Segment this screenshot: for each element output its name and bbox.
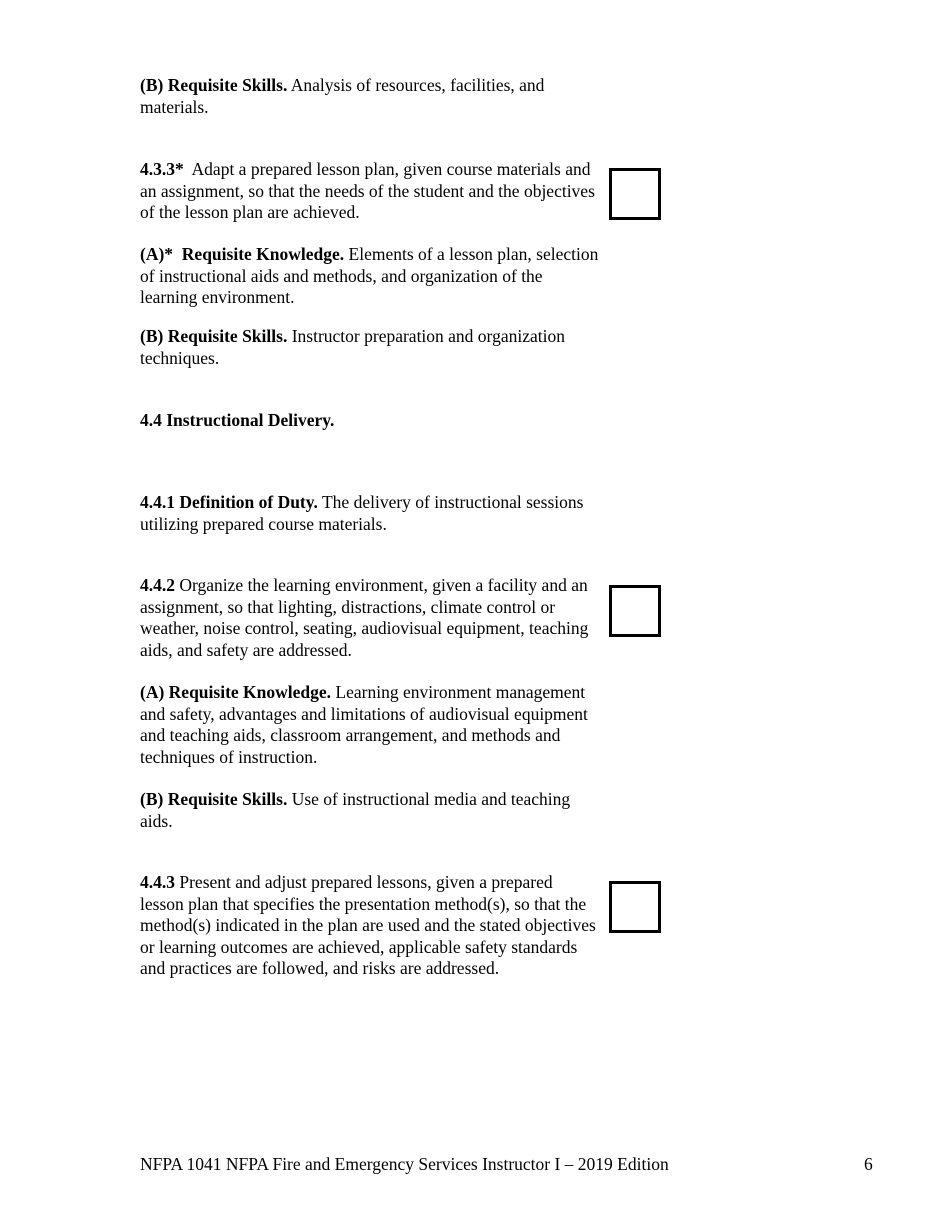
requisite-knowledge-label: (A) Requisite Knowledge.: [140, 682, 332, 702]
requisite-knowledge-text: Learning environment management and safety, advantages and limitations of audiovisual equipment and teaching aids, classroom arrangement, and methods and techniques of instruction.: [140, 682, 588, 767]
section-4-4-2-skills: [140, 789, 600, 832]
section-4-4-2-knowledge: [140, 682, 600, 768]
requisite-skills-text: Use of instructional media and teaching aids.: [140, 789, 571, 831]
section-number: 4.4.2: [140, 575, 175, 595]
section-4-4-3: [140, 872, 600, 980]
requisite-knowledge-prefix: (A)*: [140, 244, 182, 264]
section-text: Present and adjust prepared lessons, given a prepared lesson plan that specifies the presentation method(s), so that the method(s) indicated in the plan are used and the stated objectives or learning outcomes are achieved, applicable safety standards and practices are followed, and risks are addressed.: [140, 872, 596, 978]
checkbox-4-4-3[interactable]: [609, 881, 661, 933]
footer-document-title: NFPA 1041 NFPA Fire and Emergency Services Instructor I – 2019 Edition: [140, 1154, 669, 1174]
requisite-knowledge-label: Requisite Knowledge.: [181, 244, 345, 264]
requisite-knowledge-text: Elements of a lesson plan, selection of instructional aids and methods, and organization of the learning environment.: [140, 244, 599, 307]
checkbox-4-4-2[interactable]: [609, 585, 661, 637]
section-number: 4.4.3: [140, 872, 175, 892]
requisite-skills-text: Analysis of resources, facilities, and materials.: [140, 75, 545, 117]
section-4-4-heading: [140, 410, 600, 432]
page-number: 6: [864, 1154, 873, 1174]
section-4-3-3-skills: [140, 326, 600, 369]
section-number: 4.3.3*: [140, 159, 184, 179]
section-text: The delivery of instructional sessions utilizing prepared course materials.: [140, 492, 584, 534]
checkbox-4-3-3[interactable]: [609, 168, 661, 220]
requisite-skills-prev: [140, 75, 600, 118]
section-text: Adapt a prepared lesson plan, given course materials and an assignment, so that the needs of the student and the objectives of the lesson plan are achieved.: [140, 159, 600, 222]
section-4-3-3-knowledge: [140, 244, 600, 309]
requisite-skills-label: (B) Requisite Skills.: [140, 75, 288, 95]
requisite-skills-label: (B) Requisite Skills.: [140, 789, 288, 809]
requisite-skills-text: Instructor preparation and organization techniques.: [140, 326, 565, 368]
section-4-3-3: [140, 159, 600, 224]
section-4-4-2: [140, 575, 600, 661]
section-text: Organize the learning environment, given a facility and an assignment, so that lighting, distractions, climate control or weather, noise control, seating, audiovisual equipment, teaching aids, and safety are addressed.: [140, 575, 589, 660]
section-heading: 4.4 Instructional Delivery.: [140, 410, 335, 430]
requisite-skills-label: (B) Requisite Skills.: [140, 326, 288, 346]
section-4-4-1: [140, 492, 600, 535]
section-label: 4.4.1 Definition of Duty.: [140, 492, 318, 512]
